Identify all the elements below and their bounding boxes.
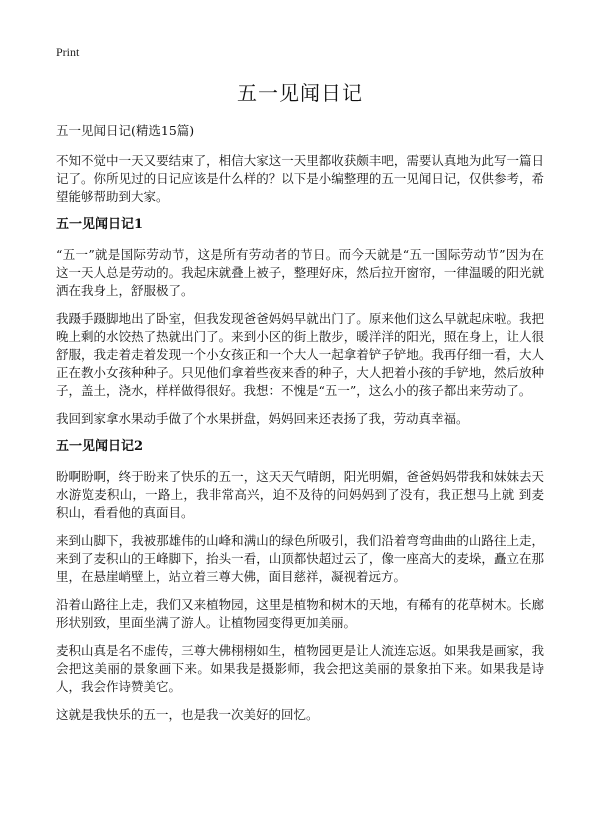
paragraph: 来到山脚下，我被那雄伟的山峰和满山的绿色所吸引，我们沿着弯弯曲曲的山路往上走，来到了麦积山的王峰脚下，抬头一看，山顶都快超过云了，像一座高大的麦垛，矗立在那里，在悬崖峭壁上，站立着三尊大佛，面目慈祥，凝视着远方。	[56, 533, 544, 584]
document-subtitle: 五一见闻日记(精选15篇)	[56, 123, 195, 138]
paragraph: 盼啊盼啊，终于盼来了快乐的五一，这天天气晴朗，阳光明媚，爸爸妈妈带我和妹妹去天水游览麦积山，一路上，我非常高兴，迫不及待的问妈妈到了没有，我正想马上就 到麦积山，看看他的真面目。	[56, 469, 544, 520]
paragraph: 沿着山路往上走，我们又来植物园，这里是植物和树木的天地，有稀有的花草树木。长廊形状别致，里面坐满了游人。让植物园变得更加美丽。	[56, 597, 544, 630]
paragraph: 这就是我快乐的五一，也是我一次美好的回忆。	[56, 707, 319, 722]
print-label: Print	[56, 45, 80, 59]
diary-entry-2	[56, 438, 544, 724]
paragraph: 我回到家拿水果动手做了个水果拼盘，妈妈回来还表扬了我，劳动真幸福。	[56, 411, 469, 426]
intro-paragraph: 不知不觉中一天又要结束了，相信大家这一天里都收获颇丰吧，需要认真地为此写一篇日记了。你所见过的日记应该是什么样的？以下是小编整理的五一见闻日记，仅供参考，希望能够帮助到大家。	[56, 153, 544, 204]
section-heading: 五一见闻日记1	[56, 217, 144, 232]
page-title: 五一见闻日记	[237, 81, 363, 105]
diary-entry-1	[56, 216, 544, 428]
paragraph: 我蹑手蹑脚地出了卧室，但我发现爸爸妈妈早就出门了。原来他们这么早就起床啦。我把晚上剩的水饺热了热就出门了。来到小区的街上散步，暖洋洋的阳光，照在身上，让人很舒服，我走着走着发现一个小女孩正和一个大人一起拿着铲子铲地。我再仔细一看，大人正在教小女孩种种子。只见他们拿着些夜来香的种子，大人把着小孩的手铲地，然后放种子，盖土，浇水，样样做得很好。我想：不愧是“五一”，这么小的孩子都出来劳动了。	[56, 311, 544, 398]
paragraph: 麦积山真是名不虚传，三尊大佛栩栩如生，植物园更是让人流连忘返。如果我是画家，我会把这美丽的景象画下来。如果我是摄影师，我会把这美丽的景象拍下来。如果我是诗人，我会作诗赞美它。	[56, 643, 544, 694]
paragraph: “五一”就是国际劳动节，这是所有劳动者的节日。而今天就是“五一国际劳动节”因为在这一天人总是劳动的。我起床就叠上被子，整理好床，然后拉开窗帘，一律温暖的阳光就洒在我身上，舒服极了。	[56, 247, 544, 298]
section-heading: 五一见闻日记2	[56, 439, 144, 454]
